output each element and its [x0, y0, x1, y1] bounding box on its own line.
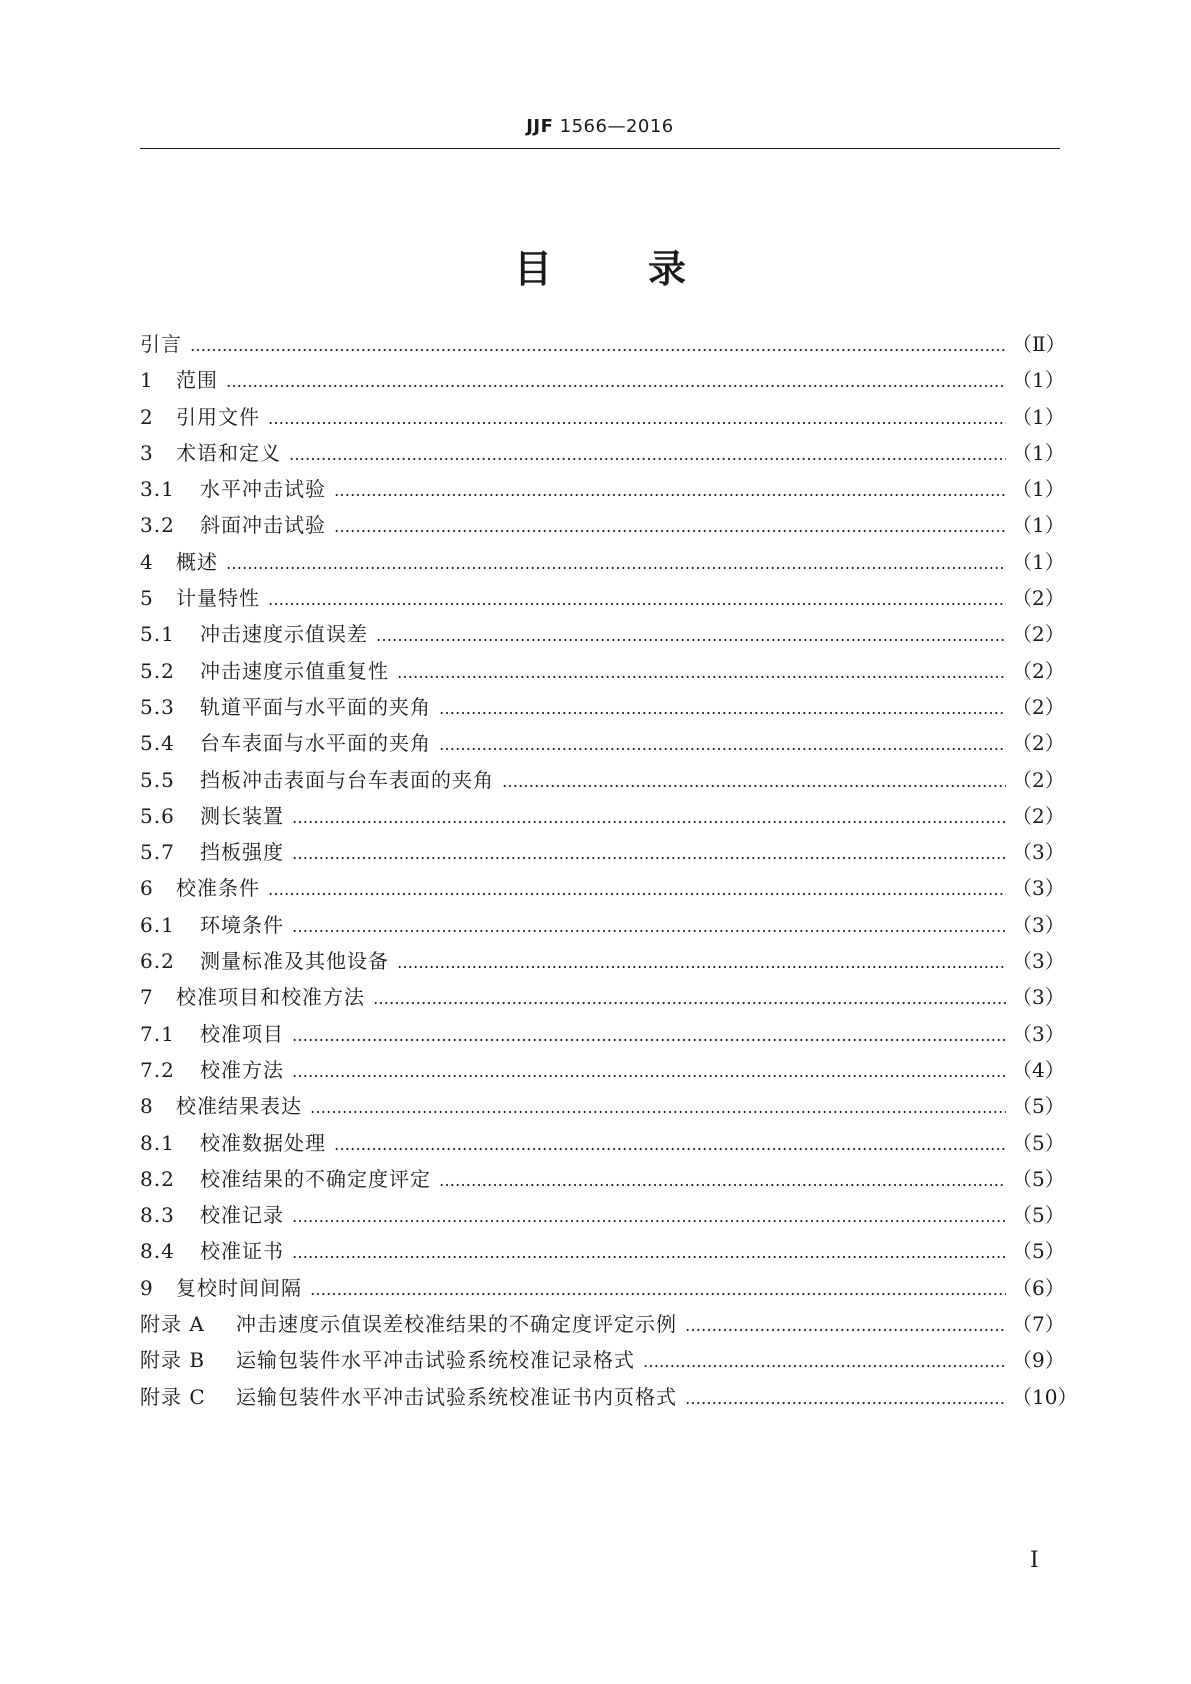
toc-entry[interactable]: [140, 399, 1065, 435]
toc-entry-label: 挡板强度: [200, 840, 284, 865]
toc-entry-number: 8: [140, 1094, 154, 1119]
toc-entry[interactable]: [140, 762, 1065, 798]
toc-entry-label: 概述: [176, 549, 218, 574]
toc-entry-label: 运输包装件水平冲击试验系统校准记录格式: [236, 1348, 635, 1373]
toc-dot-leader: [289, 437, 1006, 473]
toc-entry-label: 环境条件: [200, 912, 284, 937]
toc-entry-label: 引言: [140, 332, 182, 356]
toc-entry-page: （2）: [1012, 622, 1065, 647]
toc-dot-leader: [373, 981, 1006, 1017]
toc-dot-leader: [292, 836, 1006, 872]
toc-entry-page: （9）: [1012, 1348, 1065, 1373]
toc-entry-number: 3: [140, 440, 154, 465]
toc-dot-leader: [439, 691, 1006, 727]
toc-entry-page: （2）: [1012, 586, 1065, 611]
toc-entry-page: （3）: [1012, 876, 1065, 901]
toc-entry-label: 校准项目和校准方法: [176, 985, 365, 1010]
toc-entry-number: 5.1: [140, 622, 175, 647]
toc-entry-page: （2）: [1012, 767, 1065, 792]
toc-entry[interactable]: [140, 326, 1066, 362]
toc-entry-label: 术语和定义: [176, 440, 281, 465]
toc-entry-number: 6: [140, 876, 154, 901]
toc-entry-label: 校准记录: [200, 1203, 284, 1228]
toc-entry-label: 冲击速度示值误差校准结果的不确定度评定示例: [236, 1312, 677, 1337]
toc-dot-leader: [376, 618, 1006, 654]
toc-entry-page: （1）: [1012, 477, 1065, 502]
toc-entry-label: 运输包装件水平冲击试验系统校准证书内页格式: [236, 1384, 677, 1409]
toc-entry-label: 冲击速度示值误差: [200, 622, 368, 647]
toc-entry-number: 5: [140, 586, 154, 611]
toc-entry-number: 9: [140, 1275, 154, 1300]
toc-entry-label: 冲击速度示值重复性: [200, 658, 389, 683]
toc-entry-page: （1）: [1012, 440, 1065, 465]
toc-entry-number: 5.4: [140, 731, 175, 756]
toc-dot-leader: [502, 764, 1006, 800]
toc-dot-leader: [292, 909, 1006, 945]
toc-entry-number: 7: [140, 985, 154, 1010]
toc-dot-leader: [310, 1272, 1006, 1308]
toc-entry-page: （6）: [1012, 1275, 1065, 1300]
toc-entry-number: 7.2: [140, 1057, 175, 1082]
toc-entry-page: （2）: [1012, 694, 1065, 719]
toc-entry-number: 7.1: [140, 1021, 175, 1046]
toc-entry-page: （4）: [1012, 1057, 1065, 1082]
toc-entry-label: 引用文件: [176, 404, 260, 429]
toc-entry[interactable]: [140, 1125, 1065, 1161]
toc-entry-page: （5）: [1012, 1130, 1065, 1155]
toc-dot-leader: [268, 401, 1006, 437]
toc-dot-leader: [334, 473, 1006, 509]
toc-entry[interactable]: [140, 580, 1065, 616]
toc-entry[interactable]: [140, 507, 1065, 543]
toc-entry-number: 5.7: [140, 840, 175, 865]
toc-entry[interactable]: [140, 1306, 1065, 1342]
toc-entry-page: （2）: [1012, 731, 1065, 756]
toc-entry[interactable]: [140, 435, 1065, 471]
title-char-2: 录: [648, 247, 687, 291]
toc-entry-number: 6.1: [140, 912, 175, 937]
toc-dot-leader: [292, 800, 1006, 836]
toc-entry-page: （3）: [1012, 1021, 1065, 1046]
toc-dot-leader: [226, 546, 1006, 582]
toc-entry[interactable]: [140, 1379, 1078, 1415]
toc-entry-label: 校准条件: [176, 876, 260, 901]
toc-entry-label: 测长装置: [200, 803, 284, 828]
toc-entry-label: 复校时间间隔: [176, 1275, 302, 1300]
toc-dot-leader: [685, 1381, 1006, 1417]
toc-entry-number: 5.2: [140, 658, 175, 683]
toc-entry-number: 附录 C: [140, 1384, 206, 1409]
standard-code-number: 1566—2016: [553, 116, 674, 137]
table-of-contents: [140, 326, 1078, 1415]
toc-entry[interactable]: [140, 362, 1065, 398]
toc-entry-label: 计量特性: [176, 586, 260, 611]
toc-dot-leader: [292, 1199, 1006, 1235]
page-title: [140, 246, 1060, 292]
toc-entry-number: 附录 B: [140, 1348, 206, 1373]
toc-entry[interactable]: [140, 907, 1065, 943]
toc-dot-leader: [397, 655, 1006, 691]
toc-entry[interactable]: [140, 943, 1065, 979]
toc-entry-number: 8.2: [140, 1166, 175, 1191]
toc-dot-leader: [292, 1018, 1006, 1054]
toc-entry[interactable]: [140, 834, 1065, 870]
toc-entry-page: （1）: [1012, 404, 1065, 429]
toc-entry-number: 8.4: [140, 1239, 175, 1264]
toc-entry-page: （1）: [1012, 513, 1065, 538]
toc-entry-number: 8.3: [140, 1203, 175, 1228]
toc-dot-leader: [268, 872, 1006, 908]
toc-entry-page: （1）: [1012, 368, 1065, 393]
toc-entry-page: （5）: [1012, 1166, 1065, 1191]
toc-dot-leader: [397, 945, 1006, 981]
toc-entry-number: 4: [140, 549, 154, 574]
toc-entry-label: 校准项目: [200, 1021, 284, 1046]
toc-entry-page: （5）: [1012, 1203, 1065, 1228]
toc-entry-label: 校准方法: [200, 1057, 284, 1082]
toc-entry-page: （2）: [1012, 658, 1065, 683]
toc-dot-leader: [439, 1163, 1006, 1199]
toc-entry[interactable]: [140, 1233, 1065, 1269]
toc-entry-label: 校准数据处理: [200, 1130, 326, 1155]
toc-entry-page: （2）: [1012, 803, 1065, 828]
document-header: [140, 116, 1060, 137]
toc-dot-leader: [268, 582, 1006, 618]
toc-entry[interactable]: [140, 979, 1065, 1015]
toc-entry-label: 范围: [176, 368, 218, 393]
toc-entry[interactable]: [140, 798, 1065, 834]
toc-dot-leader: [190, 328, 1006, 364]
toc-dot-leader: [292, 1235, 1006, 1271]
toc-entry-number: 5.6: [140, 803, 175, 828]
toc-entry-page: （1）: [1012, 549, 1065, 574]
toc-entry-label: 测量标准及其他设备: [200, 949, 389, 974]
toc-entry-label: 校准证书: [200, 1239, 284, 1264]
toc-dot-leader: [685, 1308, 1006, 1344]
toc-dot-leader: [310, 1090, 1006, 1126]
toc-entry-number: 5.5: [140, 767, 175, 792]
toc-entry-label: 水平冲击试验: [200, 477, 326, 502]
page-number: Ⅰ: [1030, 1548, 1039, 1573]
toc-dot-leader: [439, 727, 1006, 763]
toc-entry-number: 3.1: [140, 477, 175, 502]
toc-entry-page: （Ⅱ）: [1012, 332, 1066, 356]
toc-entry[interactable]: [140, 471, 1065, 507]
toc-entry-page: （3）: [1012, 912, 1065, 937]
toc-dot-leader: [334, 1127, 1006, 1163]
toc-entry-label: 台车表面与水平面的夹角: [200, 731, 431, 756]
toc-dot-leader: [292, 1054, 1006, 1090]
toc-entry-number: 2: [140, 404, 154, 429]
title-char-1: 目: [513, 247, 552, 291]
toc-entry-page: （10）: [1012, 1384, 1078, 1409]
toc-entry-label: 斜面冲击试验: [200, 513, 326, 538]
toc-entry[interactable]: [140, 616, 1065, 652]
toc-entry-page: （3）: [1012, 840, 1065, 865]
toc-dot-leader: [226, 364, 1006, 400]
toc-entry[interactable]: [140, 1197, 1065, 1233]
toc-entry[interactable]: [140, 1052, 1065, 1088]
toc-entry-page: （5）: [1012, 1239, 1065, 1264]
toc-entry-page: （5）: [1012, 1094, 1065, 1119]
toc-entry-number: 8.1: [140, 1130, 175, 1155]
toc-entry-label: 校准结果表达: [176, 1094, 302, 1119]
toc-entry-number: 6.2: [140, 949, 175, 974]
toc-entry-number: 附录 A: [140, 1312, 205, 1337]
toc-dot-leader: [643, 1344, 1006, 1380]
standard-code-prefix: JJF: [526, 116, 554, 137]
toc-entry[interactable]: [140, 1161, 1065, 1197]
toc-entry-page: （3）: [1012, 985, 1065, 1010]
toc-entry-number: 5.3: [140, 694, 175, 719]
toc-entry-number: 3.2: [140, 513, 175, 538]
toc-entry[interactable]: [140, 1016, 1065, 1052]
toc-entry-label: 轨道平面与水平面的夹角: [200, 694, 431, 719]
toc-entry-label: 校准结果的不确定度评定: [200, 1166, 431, 1191]
toc-entry-label: 挡板冲击表面与台车表面的夹角: [200, 767, 494, 792]
toc-entry[interactable]: [140, 1088, 1065, 1124]
header-divider: [140, 148, 1060, 149]
toc-entry[interactable]: [140, 725, 1065, 761]
toc-entry[interactable]: [140, 689, 1065, 725]
toc-entry[interactable]: [140, 544, 1065, 580]
toc-entry-number: 1: [140, 368, 154, 393]
toc-entry[interactable]: [140, 870, 1065, 906]
toc-entry-page: （7）: [1012, 1312, 1065, 1337]
toc-entry-page: （3）: [1012, 949, 1065, 974]
toc-entry[interactable]: [140, 1270, 1065, 1306]
toc-entry[interactable]: [140, 1342, 1065, 1378]
toc-entry[interactable]: [140, 653, 1065, 689]
toc-dot-leader: [334, 509, 1006, 545]
